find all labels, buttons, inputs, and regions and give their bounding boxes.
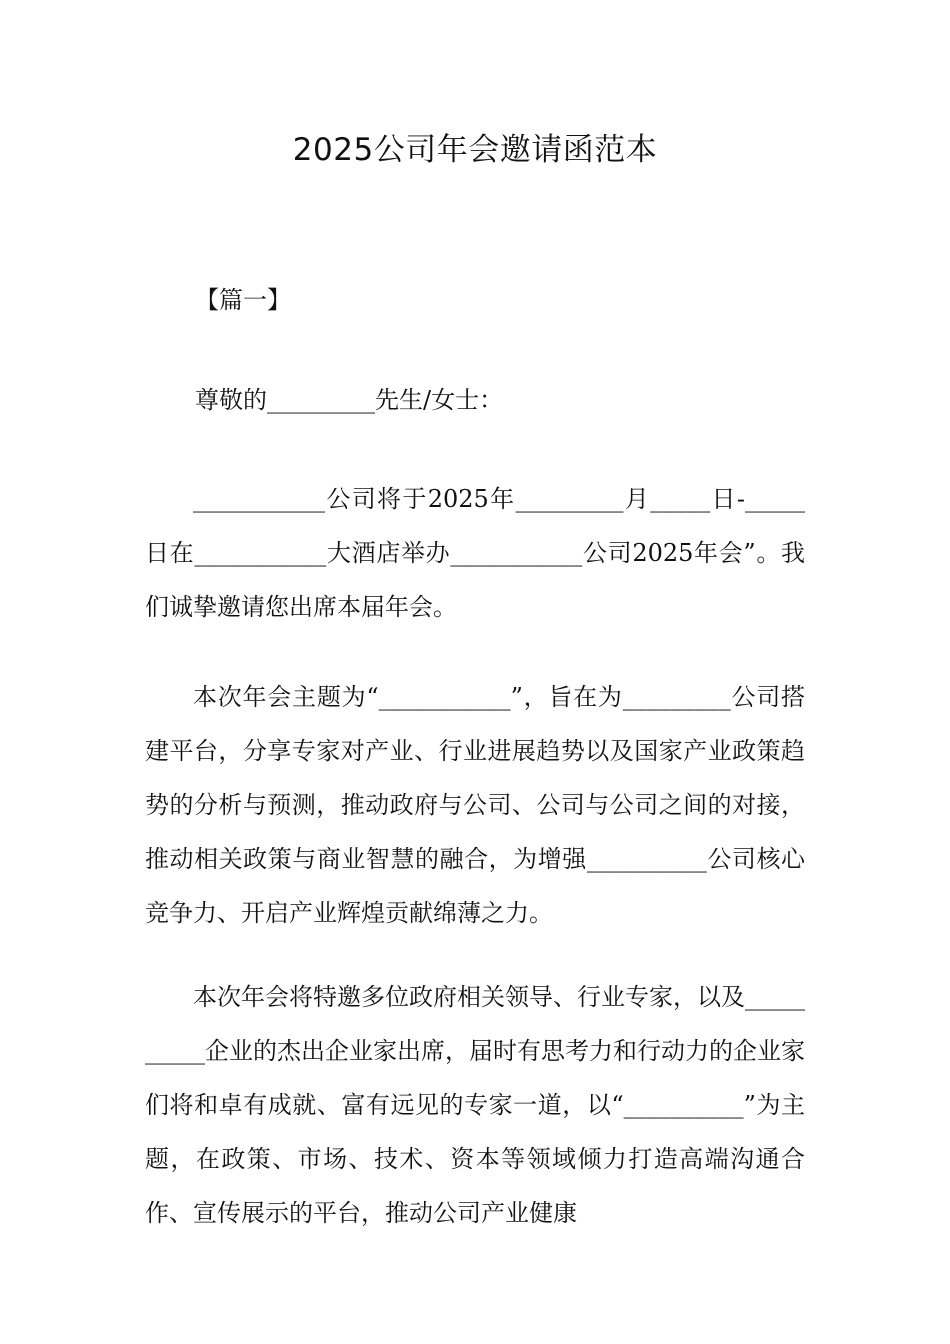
paragraph-theme: 本次年会主题为“___________”，旨在为_________公司搭建平台，分享专家对产业、行业进展趋势以及国家产业政策趋势的分析与预测，推动政府与公司、公司与公司之间的对接，推动相关政策与商业智慧的融合，为增强__________公司核心竞争力、开启产业辉煌贡献绵薄之力。 — [145, 683, 805, 927]
salutation: 尊敬的_________先生/女士： — [195, 386, 504, 414]
section-label: 【篇一】 — [195, 286, 291, 314]
paragraph-guests: 本次年会将特邀多位政府相关领导、行业专家，以及__________企业的杰出企业家出席，届时有思考力和行动力的企业家们将和卓有成就、富有远见的专家一道，以“__________”为主题，在政策、市场、技术、资本等领域倾力打造高端沟通合作、宣传展示的平台，推动公司产业健康 — [145, 983, 805, 1227]
paragraph-invitation: ___________公司将于2025年_________月_____日-_____日在___________大酒店举办___________公司2025年会”。我们诚挚邀请您出席本届年会。 — [145, 485, 805, 621]
document-title: 2025公司年会邀请函范本 — [292, 132, 658, 168]
